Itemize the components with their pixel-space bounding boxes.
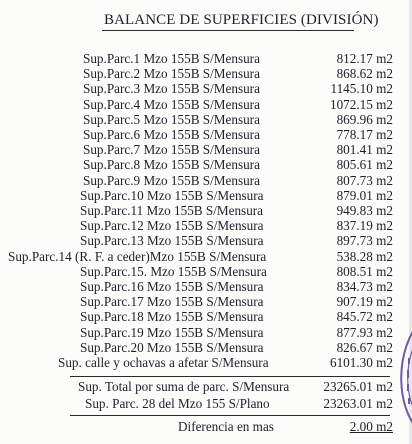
surface-row — [0, 325, 412, 340]
difference-label: Diferencia en mas — [178, 419, 274, 434]
surface-row — [0, 249, 412, 264]
surface-row — [0, 264, 412, 279]
surface-row-label: Sup.Parc.19 Mzo 155B S/Mensura — [80, 324, 264, 340]
total-row-sum — [0, 379, 412, 394]
surface-row-value: 907.19 m2 — [336, 294, 393, 310]
surface-row-value: 1072.15 m2 — [329, 96, 393, 112]
surface-row-label: Sup.Parc.20 Mzo 155B S/Mensura — [80, 339, 264, 355]
surface-row — [0, 66, 412, 81]
surface-row-label: Sup.Parc.1 Mzo 155B S/Mensura — [83, 51, 260, 66]
difference-row — [0, 419, 412, 434]
document-title: BALANCE DE SUPERFICIES (DIVISIÓN) — [104, 12, 379, 28]
surface-row-value: 879.01 m2 — [336, 187, 393, 203]
surface-row — [0, 97, 412, 112]
surface-row — [0, 157, 412, 172]
surface-row-value: 897.73 m2 — [336, 233, 393, 249]
surface-row — [0, 51, 412, 66]
surface-row-value: 1145.10 m2 — [330, 81, 393, 97]
surface-row-label: Sup.Parc.5 Mzo 155B S/Mensura — [83, 111, 260, 127]
surface-row — [0, 112, 412, 127]
surface-row-value: 949.83 m2 — [336, 203, 393, 218]
surface-row-value: 538.28 m2 — [336, 248, 393, 264]
surface-row — [0, 279, 412, 294]
surface-row-value: 845.72 m2 — [336, 309, 393, 325]
surface-row-label: Sup.Parc.15. Mzo 155B S/Mensura — [80, 263, 267, 279]
surface-row-label: Sup.Parc.12 Mzo 155B S/Mensura — [80, 218, 264, 234]
total-sum-value: 23265.01 m2 — [323, 379, 393, 394]
surface-row-label: Sup.Parc.9 Mzo 155B S/Mensura — [83, 172, 260, 188]
surface-row-label: Sup.Parc.18 Mzo 155B S/Mensura — [80, 309, 264, 325]
surface-row-value: 805.61 m2 — [336, 157, 393, 173]
surface-row-label: Sup.Parc.16 Mzo 155B S/Mensura — [80, 279, 264, 294]
surface-row-label: Sup.Parc.4 Mzo 155B S/Mensura — [83, 96, 260, 112]
total-sum-label: Sup. Total por suma de parc. S/Mensura — [78, 379, 290, 394]
total-plano-label: Sup. Parc. 28 del Mzo 155 S/Plano — [85, 396, 270, 411]
surface-row — [0, 294, 412, 309]
surface-row-label: Sup.Parc.6 Mzo 155B S/Mensura — [83, 127, 260, 142]
surface-row-label: Sup.Parc.10 Mzo 155B S/Mensura — [80, 187, 264, 203]
surface-row — [0, 355, 412, 370]
surface-row-value: 868.62 m2 — [336, 66, 393, 82]
surface-row-value: 812.17 m2 — [336, 51, 393, 66]
surface-row — [0, 127, 412, 142]
surface-row — [0, 218, 412, 233]
surface-row-value: 801.41 m2 — [336, 142, 393, 158]
surface-row-value: 778.17 m2 — [336, 127, 393, 142]
surface-row-value: 808.51 m2 — [336, 263, 393, 279]
surface-row — [0, 233, 412, 248]
difference-rule — [70, 415, 390, 416]
subtotal-rule — [70, 376, 390, 377]
surface-row — [0, 173, 412, 188]
title-underline — [102, 30, 354, 31]
total-row-plano — [0, 396, 412, 411]
surface-row-value: 837.19 m2 — [336, 218, 393, 234]
surface-row-value: 6101.30 m2 — [329, 355, 393, 370]
surface-row-label: Sup.Parc.3 Mzo 155B S/Mensura — [83, 81, 260, 97]
surface-row — [0, 188, 412, 203]
surface-row-label: Sup.Parc.2 Mzo 155B S/Mensura — [83, 66, 260, 82]
surface-row-label: Sup.Parc.8 Mzo 155B S/Mensura — [83, 157, 260, 173]
difference-value: 2.00 m2 — [349, 419, 393, 434]
surface-row-label: Sup.Parc.7 Mzo 155B S/Mensura — [83, 142, 260, 158]
surface-row-value: 869.96 m2 — [336, 111, 393, 127]
surface-row-label: Sup.Parc.13 Mzo 155B S/Mensura — [80, 233, 264, 249]
total-plano-value: 23263.01 m2 — [323, 396, 393, 411]
surface-row — [0, 81, 412, 96]
surface-row-label: Sup.Parc.11 Mzo 155B S/Mensura — [80, 203, 264, 218]
surface-row-label: Sup.Parc.14 (R. F. a ceder)Mzo 155B S/Mensura — [8, 248, 267, 264]
surface-row-value: 807.73 m2 — [336, 172, 393, 188]
official-stamp-seal — [386, 318, 412, 436]
surface-row-value: 834.73 m2 — [336, 279, 393, 294]
surface-row-label: Sup.Parc.17 Mzo 155B S/Mensura — [80, 294, 264, 310]
surface-row-value: 877.93 m2 — [336, 324, 393, 340]
surface-row-label: Sup. calle y ochavas a afetar S/Mensura — [58, 355, 269, 370]
surface-row — [0, 340, 412, 355]
surface-row — [0, 203, 412, 218]
surface-row-value: 826.67 m2 — [336, 339, 393, 355]
surface-row — [0, 142, 412, 157]
surface-row — [0, 309, 412, 324]
